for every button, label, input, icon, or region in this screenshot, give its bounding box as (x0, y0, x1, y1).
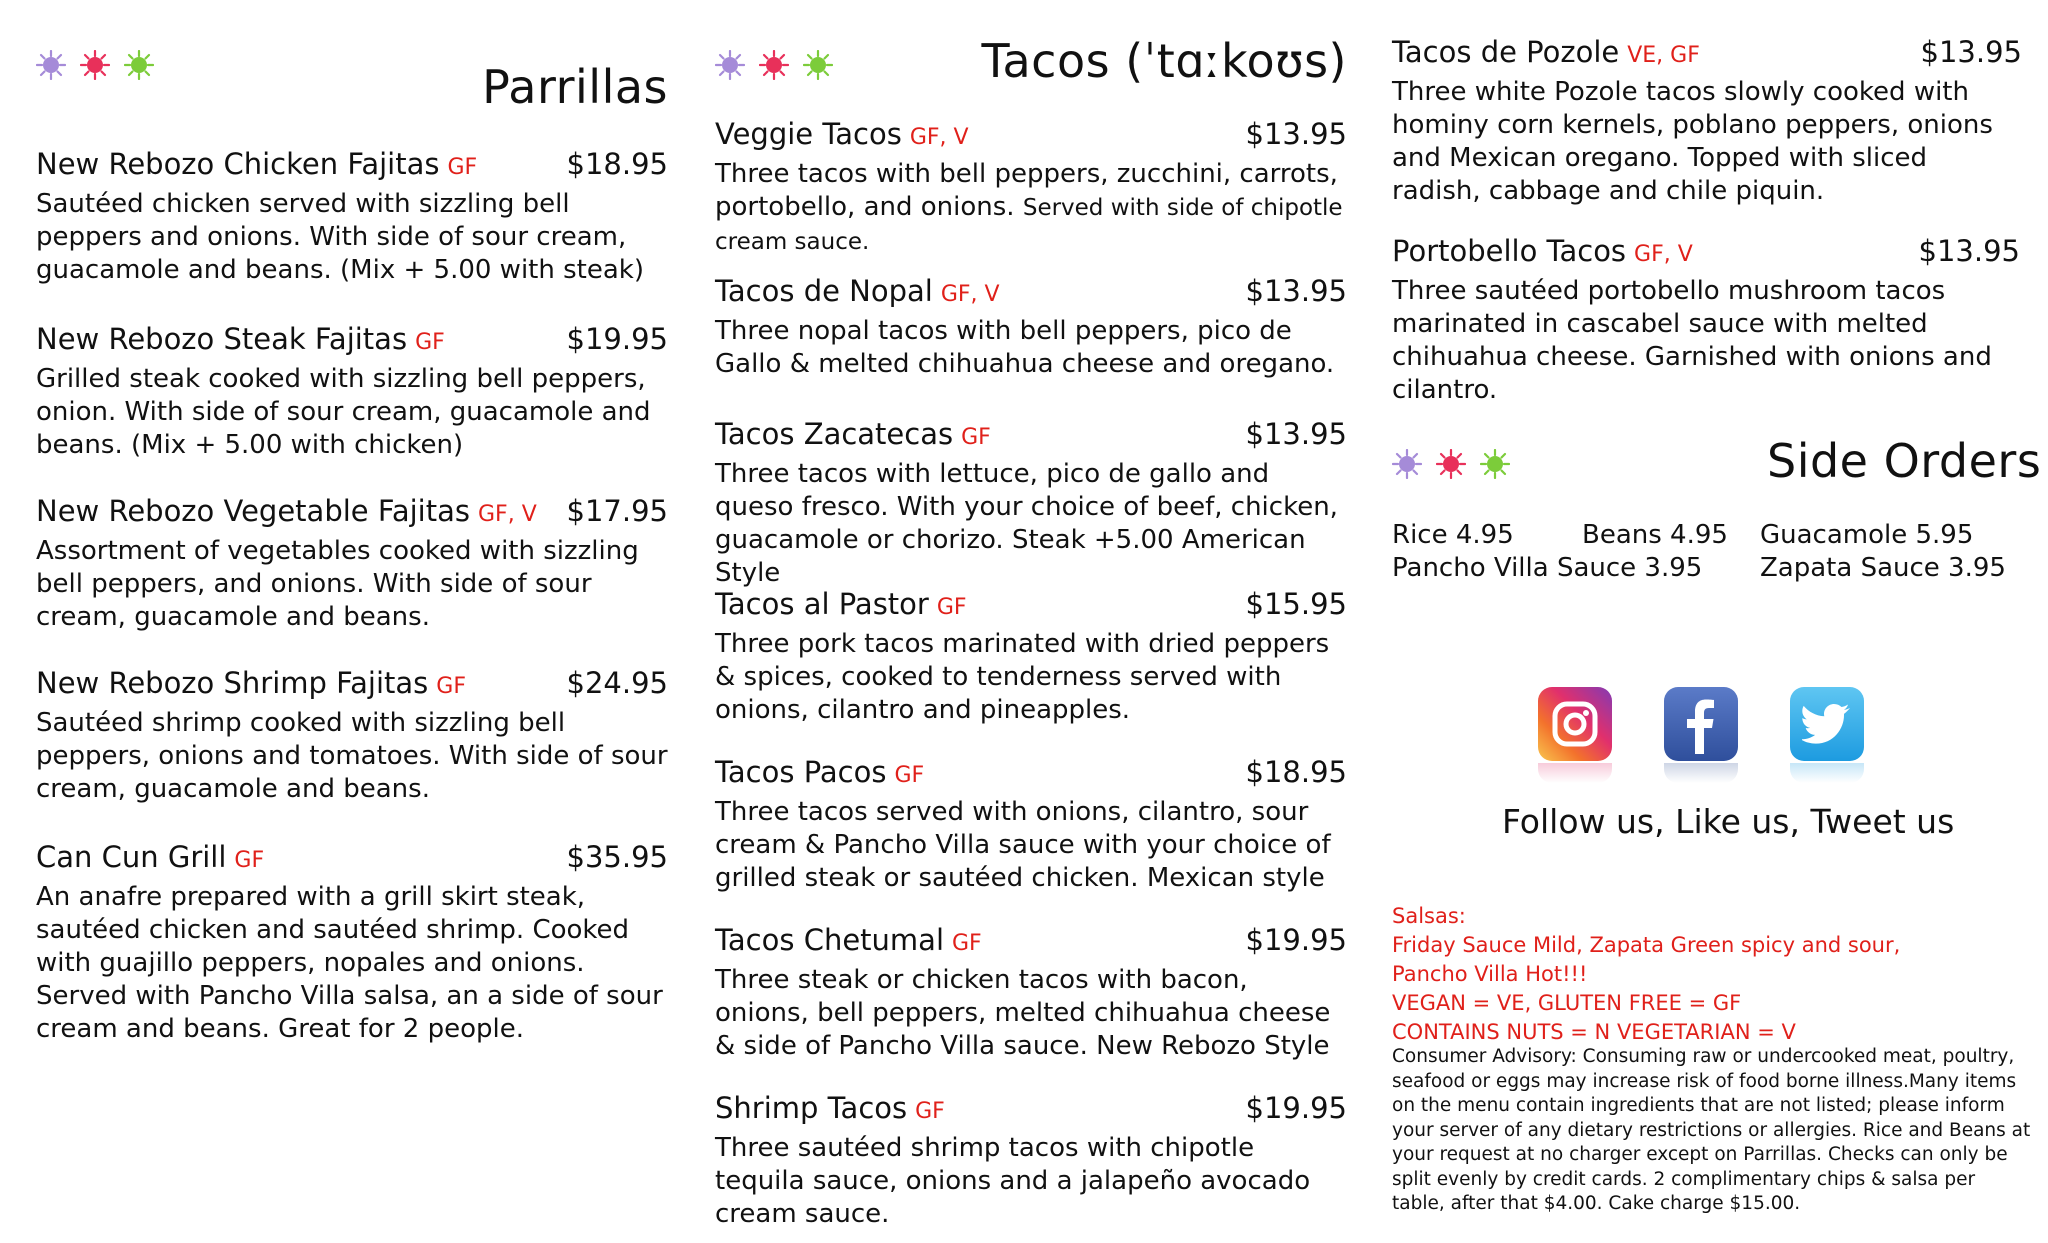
legend-salsas: Friday Sauce Mild, Zapata Green spicy and sour, (1392, 933, 1901, 957)
tacos-column (715, 0, 1347, 1243)
menu-item (36, 146, 668, 287)
item-description: Three tacos with lettuce, pico de gallo and queso fresco. With your choice of beef, chicken, guacamole or chorizo. Steak +5.00 American Style (715, 459, 1338, 588)
item-price: $24.95 (566, 666, 668, 700)
side-orders-list (1392, 519, 2022, 585)
item-price: $19.95 (1245, 1091, 1347, 1125)
social-icons (1538, 687, 1864, 761)
green-sun-icon (803, 50, 833, 80)
sun-decoration (1392, 449, 1510, 479)
item-name: Tacos Chetumal (715, 923, 944, 957)
item-name: Portobello Tacos (1392, 234, 1627, 268)
item-price: $35.95 (566, 840, 668, 874)
item-name: Tacos de Nopal (715, 274, 933, 308)
red-sun-icon (80, 50, 110, 80)
parrillas-title: Parrillas (482, 60, 668, 114)
follow-us-text: Follow us, Like us, Tweet us (1502, 802, 1955, 841)
legend-salsas-title: Salsas: (1392, 904, 1466, 928)
legend (1392, 902, 2022, 1047)
purple-sun-icon (36, 50, 66, 80)
consumer-advisory: Consumer Advisory: Consuming raw or undercooked meat, poultry, seafood or eggs may increase risk of food borne illness.Many items on the menu contain ingredients that are not listed; please inform your server of any dietary restrictions or allergies. Rice and Beans at your request at no charger except on Parrillas. Checks can only be split evenly by credit cards. 2 complimentary chips & salsa per table, after that $4.00. Cake charge $15.00. (1392, 1046, 2031, 1214)
diet-tag: GF (447, 155, 478, 180)
item-name: Tacos de Pozole (1392, 35, 1620, 69)
diet-tag: GF, V (1634, 242, 1693, 267)
legend-nuts-veg: CONTAINS NUTS = N VEGETARIAN = V (1392, 1020, 1796, 1044)
menu-item (36, 493, 668, 634)
item-price: $19.95 (1245, 923, 1347, 957)
diet-tag: GF (894, 763, 925, 788)
menu-item (36, 839, 668, 1046)
item-name: Tacos Pacos (715, 755, 887, 789)
diet-tag: GF (936, 595, 967, 620)
item-price: $13.95 (1920, 35, 2022, 69)
green-sun-icon (1480, 449, 1510, 479)
red-sun-icon (759, 50, 789, 80)
item-description: Three steak or chicken tacos with bacon, onions, bell peppers, melted chihuahua cheese & side of Pancho Villa sauce. New Rebozo Style (715, 965, 1331, 1061)
item-description-note: Served with side of chipotle cream sauce. (715, 195, 1343, 255)
item-name: Veggie Tacos (715, 117, 902, 151)
side-beans: Beans 4.95 (1582, 520, 1728, 550)
item-description: Three tacos with bell peppers, zucchini, carrots, portobello, and onions. (715, 159, 1338, 222)
item-description: Three nopal tacos with bell peppers, pico de Gallo & melted chihuahua cheese and oregano. (715, 316, 1335, 379)
item-description: Three sautéed shrimp tacos with chipotle tequila sauce, onions and a jalapeño avocado cream sauce. (715, 1133, 1311, 1229)
diet-tag: GF (415, 330, 445, 355)
twitter-icon[interactable] (1790, 687, 1864, 761)
diet-tag: GF, V (478, 502, 537, 527)
green-sun-icon (124, 50, 154, 80)
right-column (1392, 0, 2042, 1243)
item-name: New Rebozo Steak Fajitas (36, 322, 408, 356)
sun-decoration (36, 50, 154, 80)
menu-item (36, 321, 668, 462)
legend-salsas-hot: Pancho Villa Hot!!! (1392, 962, 1588, 986)
diet-tag: GF (961, 425, 991, 450)
item-description: Sautéed chicken served with sizzling bell peppers and onions. With side of sour cream, guacamole and beans. (Mix + 5.00 with steak) (36, 189, 644, 285)
item-description: Three white Pozole tacos slowly cooked with hominy corn kernels, poblano peppers, onions and Mexican oregano. Topped with sliced radish, cabbage and chile piquin. (1392, 77, 1993, 206)
item-description: An anafre prepared with a grill skirt steak, sautéed chicken and sautéed shrimp. Cooked with guajillo peppers, nopales and onions. Served with Pancho Villa salsa, an a side of sour cream and beans. Great for 2 people. (36, 882, 663, 1044)
item-price: $13.95 (1245, 417, 1347, 451)
diet-tag: GF (436, 674, 466, 699)
item-price: $17.95 (566, 494, 668, 528)
menu-item (1392, 233, 2020, 407)
menu-item (715, 922, 1347, 1063)
item-description: Three sautéed portobello mushroom tacos marinated in cascabel sauce with melted chihuahua cheese. Garnished with onions and cilantro. (1392, 276, 1992, 405)
item-name: Tacos al Pastor (715, 587, 929, 621)
diet-tag: GF, V (909, 125, 969, 150)
item-description: Three pork tacos marinated with dried peppers & spices, cooked to tenderness served with onions, cilantro and pineapples. (715, 629, 1330, 725)
side-guacamole: Guacamole 5.95 (1760, 520, 1974, 550)
purple-sun-icon (1392, 449, 1422, 479)
item-name: Can Cun Grill (36, 840, 227, 874)
diet-tag: GF (915, 1099, 945, 1124)
facebook-icon[interactable] (1664, 687, 1738, 761)
item-description: Grilled steak cooked with sizzling bell peppers, onion. With side of sour cream, guacamole and beans. (Mix + 5.00 with chicken) (36, 364, 651, 460)
item-price: $15.95 (1245, 587, 1347, 621)
menu-item (1392, 34, 2022, 208)
tacos-title: Tacos (ˈtɑːkoʊs) (981, 34, 1347, 88)
item-price: $13.95 (1918, 234, 2020, 268)
menu-item (715, 273, 1347, 381)
legend-vegan-gf: VEGAN = VE, GLUTEN FREE = GF (1392, 991, 1742, 1015)
red-sun-icon (1436, 449, 1466, 479)
item-name: New Rebozo Chicken Fajitas (36, 147, 440, 181)
diet-tag: GF (234, 848, 265, 873)
diet-tag: GF (952, 931, 982, 956)
item-name: New Rebozo Vegetable Fajitas (36, 494, 470, 528)
item-price: $13.95 (1245, 274, 1347, 308)
side-zapata-sauce: Zapata Sauce 3.95 (1760, 553, 2006, 583)
side-pancho-villa-sauce: Pancho Villa Sauce 3.95 (1392, 553, 1703, 583)
menu-item (715, 586, 1347, 727)
item-name: Tacos Zacatecas (715, 417, 954, 451)
item-price: $19.95 (566, 322, 668, 356)
side-orders-title: Side Orders (1767, 434, 2042, 488)
item-price: $18.95 (566, 147, 668, 181)
parrillas-column (36, 0, 668, 1243)
item-price: $13.95 (1245, 117, 1347, 151)
menu-item (715, 116, 1347, 259)
diet-tag: VE, GF (1627, 43, 1700, 68)
purple-sun-icon (715, 50, 745, 80)
menu-item (715, 754, 1347, 895)
sun-decoration (715, 50, 833, 80)
item-description: Assortment of vegetables cooked with sizzling bell peppers, and onions. With side of sour cream, guacamole and beans. (36, 536, 639, 632)
diet-tag: GF, V (940, 282, 1000, 307)
menu-item (36, 665, 668, 806)
item-description: Sautéed shrimp cooked with sizzling bell peppers, onions and tomatoes. With side of sour cream, guacamole and beans. (36, 708, 668, 804)
item-name: Shrimp Tacos (715, 1091, 908, 1125)
menu-item (715, 416, 1347, 590)
side-rice: Rice 4.95 (1392, 520, 1514, 550)
item-name: New Rebozo Shrimp Fajitas (36, 666, 429, 700)
item-description: Three tacos served with onions, cilantro, sour cream & Pancho Villa sauce with your choice of grilled steak or sautéed chicken. Mexican style (715, 797, 1331, 893)
item-price: $18.95 (1245, 755, 1347, 789)
instagram-icon[interactable] (1538, 687, 1612, 761)
menu-item (715, 1090, 1347, 1231)
